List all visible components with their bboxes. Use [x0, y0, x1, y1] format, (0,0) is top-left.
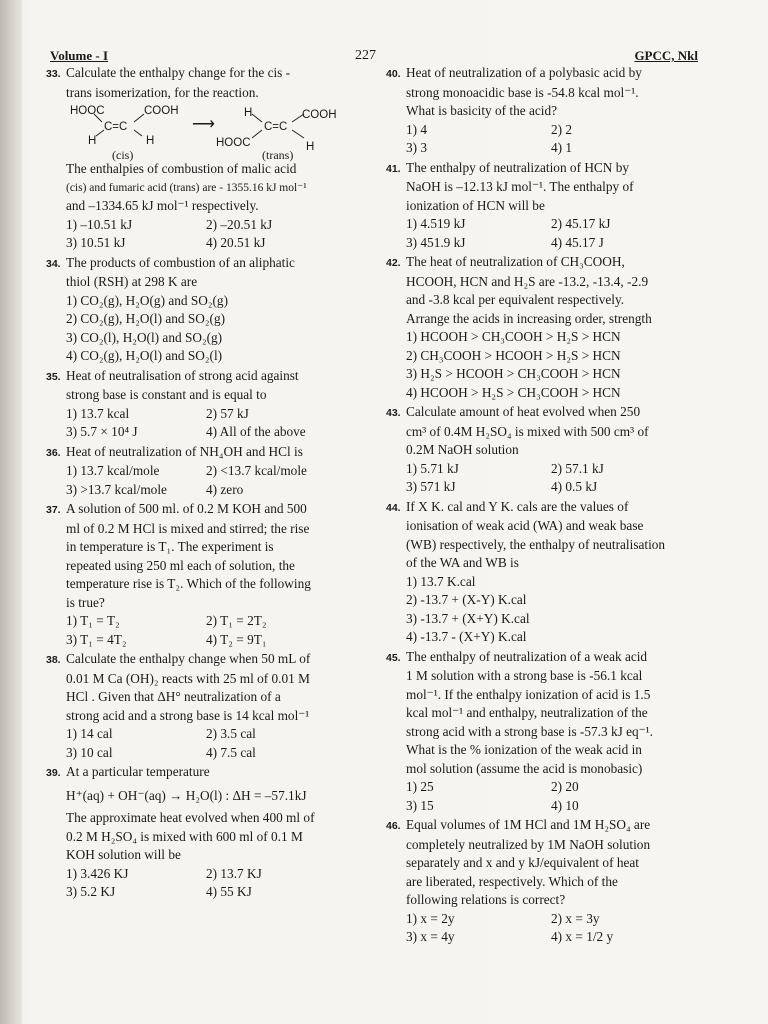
- hydrogen: H: [146, 135, 155, 147]
- question-number: 33.: [46, 68, 61, 80]
- question-44: [386, 498, 696, 647]
- double-bond: C=C: [104, 121, 128, 133]
- options: [386, 215, 696, 252]
- question-text: of the WA and WB is: [406, 555, 519, 570]
- question-text: is true?: [66, 594, 105, 610]
- option: 1) 3.426 KJ: [66, 865, 129, 881]
- question-text: Equal volumes of 1M HCl and 1M H₂SO₄ are: [406, 817, 651, 832]
- question-text: completely neutralized by 1M NaOH solution: [406, 836, 651, 852]
- question-36: [46, 443, 346, 500]
- page-number: 227: [355, 48, 376, 63]
- option: 2) –20.51 kJ: [206, 216, 273, 232]
- option: 1) 25: [406, 779, 434, 794]
- question-38: [46, 650, 346, 762]
- option: 1) CO₂(g), H₂O(g) and SO₂(g): [66, 292, 228, 308]
- question-text: Calculate the enthalpy change for the cis -: [66, 65, 291, 80]
- question-text: The heat of neutralization of CH₃COOH,: [406, 254, 625, 269]
- option: 3) -13.7 + (X+Y) K.cal: [406, 610, 530, 626]
- option: 4) HCOOH > H₂S > CH₃COOH > HCN: [406, 384, 621, 400]
- option: 1) 14 cal: [66, 726, 113, 741]
- question-text: strong acid with a strong base is -57.3 kJ eq⁻¹.: [406, 723, 653, 739]
- hydrogen: H: [306, 141, 315, 153]
- question-text: ionization of HCN will be: [406, 197, 545, 213]
- options: [46, 612, 346, 649]
- question-number: 37.: [46, 504, 61, 516]
- question-text: At a particular temperature: [66, 764, 210, 779]
- option: 4) 20.51 kJ: [206, 235, 266, 250]
- question-number: 44.: [386, 501, 401, 514]
- question-37: [46, 500, 346, 649]
- question-number: 46.: [386, 820, 401, 832]
- question-number: 38.: [46, 654, 61, 666]
- options: [46, 865, 346, 902]
- question-number: 34.: [46, 257, 61, 270]
- question-39: [46, 763, 346, 902]
- question-text: strong base is constant and is equal to: [66, 387, 267, 402]
- question-text: temperature rise is T₂. Which of the following: [66, 576, 311, 591]
- question-text: mol solution (assume the acid is monobasic): [406, 760, 643, 776]
- option: 3) 3: [406, 140, 428, 155]
- question-text: 0.01 M Ca (OH)₂ reacts with 25 ml of 0.01 M: [66, 670, 310, 686]
- hydrogen: H: [88, 135, 97, 147]
- option: 3) 15: [406, 797, 434, 813]
- question-text: ionisation of weak acid (WA) and weak base: [406, 518, 644, 533]
- options: [386, 121, 696, 158]
- question-34: [46, 254, 346, 366]
- options: [46, 462, 346, 499]
- question-number: 36.: [46, 446, 61, 459]
- option: 4) -13.7 - (X+Y) K.cal: [406, 629, 527, 644]
- option: 1) T₁ = T₂: [66, 613, 120, 628]
- question-text: 0.2 M H₂SO₄ is mixed with 600 ml of 0.1 M: [66, 828, 303, 844]
- option: 2) -13.7 + (X-Y) K.cal: [406, 592, 527, 607]
- question-46: [386, 816, 696, 947]
- option: 3) T₁ = 4T₂: [66, 631, 127, 647]
- question-text: 0.2M NaOH solution: [406, 442, 519, 457]
- question-number: 39.: [46, 767, 61, 779]
- cooh-group: COOH: [302, 109, 337, 121]
- question-text: Heat of neutralization of NH₄OH and HCl is: [66, 443, 303, 459]
- question-text: 1 M solution with a strong base is -56.1 kcal: [406, 668, 643, 683]
- option: 3) 451.9 kJ: [406, 234, 466, 250]
- question-text: Arrange the acids in increasing order, strength: [406, 310, 652, 326]
- option: 4) T₂ = 9T₁: [206, 631, 267, 647]
- question-text: following relations is correct?: [406, 892, 566, 907]
- option: 1) x = 2y: [406, 910, 455, 926]
- question-text: Heat of neutralisation of strong acid against: [66, 367, 299, 383]
- question-33: [46, 64, 346, 253]
- question-text: Calculate amount of heat evolved when 250: [406, 404, 641, 419]
- double-bond: C=C: [264, 121, 288, 133]
- options: [46, 216, 346, 253]
- option: 4) CO₂(g), H₂O(l) and SO₂(l): [66, 348, 223, 363]
- option: 4) 10: [551, 797, 579, 813]
- option: 4) All of the above: [206, 424, 306, 439]
- question-text: (cis) and fumaric acid (trans) are - 1355.16 kJ mol⁻¹: [66, 181, 307, 194]
- question-text: (WB) respectively, the enthalpy of neutralisation: [406, 536, 666, 552]
- question-number: 41.: [386, 162, 401, 175]
- question-text: The enthalpy of neutralization of HCN by: [406, 159, 630, 175]
- header-volume: Volume - I: [50, 48, 109, 63]
- question-text: KOH solution will be: [66, 847, 181, 862]
- options: [46, 725, 346, 762]
- question-text: separately and x and y kJ/equivalent of heat: [406, 855, 639, 870]
- option: 2) 45.17 kJ: [551, 216, 611, 231]
- option: 1) –10.51 kJ: [66, 216, 133, 232]
- option: 2) 13.7 KJ: [206, 865, 262, 881]
- question-text: kcal mol⁻¹ and enthalpy, neutralization of the: [406, 705, 648, 720]
- question-43: [386, 403, 696, 497]
- question-text: Calculate the enthalpy change when 50 mL of: [66, 651, 311, 666]
- option: 4) 45.17 J: [551, 234, 604, 250]
- question-45: [386, 648, 696, 816]
- isomerization-structure: [66, 102, 346, 160]
- question-text: are liberated, respectively. Which of the: [406, 873, 618, 889]
- option: 2) 20: [551, 779, 579, 794]
- option: 1) 13.7 kcal: [66, 405, 130, 421]
- question-text: A solution of 500 ml. of 0.2 M KOH and 500: [66, 501, 307, 516]
- question-text: The enthalpy of neutralization of a weak acid: [406, 648, 648, 664]
- question-number: 40.: [386, 68, 401, 80]
- question-text: If X K. cal and Y K. cals are the values of: [406, 498, 629, 514]
- question-text: strong acid and a strong base is 14 kcal mol⁻¹: [66, 707, 310, 723]
- option: 2) x = 3y: [551, 910, 600, 926]
- header-publisher: GPCC, Nkl: [634, 48, 698, 63]
- option: 3) >13.7 kcal/mole: [66, 481, 167, 497]
- option: 1) 13.7 K.cal: [406, 573, 476, 589]
- question-text: Heat of neutralization of a polybasic acid by: [406, 65, 642, 80]
- option: 4) 0.5 kJ: [551, 479, 598, 494]
- option: 2) <13.7 kcal/mole: [206, 463, 307, 478]
- question-text: and -3.8 kcal per equivalent respectively.: [406, 292, 625, 307]
- option: 2) 3.5 cal: [206, 726, 256, 741]
- question-text: The enthalpies of combustion of malic acid: [66, 161, 297, 176]
- option: 1) HCOOH > CH₃COOH > H₂S > HCN: [406, 329, 621, 344]
- options: [386, 778, 696, 815]
- left-column: [46, 64, 346, 903]
- option: 3) 10 cal: [66, 744, 113, 760]
- question-text: and –1334.65 kJ mol⁻¹ respectively.: [66, 198, 259, 213]
- question-text: repeated using 250 ml each of solution, the: [66, 557, 295, 573]
- option: 2) 57.1 kJ: [551, 460, 604, 476]
- question-35: [46, 367, 346, 442]
- question-text: mol⁻¹. If the enthalpy ionization of acid is 1.5: [406, 686, 651, 702]
- option: 2) CO₂(g), H₂O(l) and SO₂(g): [66, 311, 226, 326]
- option: 2) CH₃COOH > HCOOH > H₂S > HCN: [406, 347, 621, 363]
- question-number: 45.: [386, 651, 401, 664]
- question-text: HCOOH, HCN and H₂S are -13.2, -13.4, -2.9: [406, 273, 649, 289]
- options: [386, 460, 696, 497]
- hooc-group: HOOC: [70, 105, 105, 117]
- option: 3) x = 4y: [406, 929, 455, 944]
- option: 3) CO₂(l), H₂O(l) and SO₂(g): [66, 329, 223, 345]
- question-number: 42.: [386, 257, 401, 269]
- question-text: in temperature is T₁. The experiment is: [66, 539, 274, 554]
- question-text: The products of combustion of an aliphatic: [66, 254, 295, 270]
- question-41: [386, 159, 696, 253]
- question-text: cm³ of 0.4M H₂SO₄ is mixed with 500 cm³ of: [406, 423, 649, 439]
- option: 1) 4.519 kJ: [406, 216, 466, 231]
- option: 3) 571 kJ: [406, 479, 456, 494]
- question-text: What is basicity of the acid?: [406, 103, 558, 118]
- cis-label: (cis): [112, 148, 134, 162]
- question-number: 35.: [46, 370, 61, 383]
- option: 3) H₂S > HCOOH > CH₃COOH > HCN: [406, 366, 621, 381]
- option: 1) 13.7 kcal/mole: [66, 463, 160, 478]
- question-text: The approximate heat evolved when 400 ml of: [66, 810, 315, 825]
- options: [386, 910, 696, 947]
- options: [46, 405, 346, 442]
- page-binding-shadow: [0, 0, 22, 1024]
- trans-label: (trans): [262, 148, 294, 162]
- option: 1) 4: [406, 121, 428, 137]
- option: 3) 5.2 KJ: [66, 884, 116, 899]
- question-text: thiol (RSH) at 298 K are: [66, 274, 198, 289]
- reaction-equation: H⁺(aq) + OH⁻(aq) → H₂O(l) : ΔH = –57.1kJ: [66, 787, 307, 803]
- option: 4) 7.5 cal: [206, 744, 256, 760]
- option: 2) 57 kJ: [206, 405, 249, 421]
- hydrogen: H: [244, 107, 253, 119]
- question-40: [386, 64, 696, 158]
- question-42: [386, 253, 696, 402]
- option: 4) 1: [551, 140, 573, 155]
- question-text: HCl . Given that ΔH° neutralization of a: [66, 689, 281, 704]
- option: 3) 5.7 × 10⁴ J: [66, 424, 138, 439]
- option: 4) x = 1/2 y: [551, 929, 614, 944]
- option: 3) 10.51 kJ: [66, 235, 126, 250]
- reaction-arrow-icon: ⟶: [192, 116, 215, 133]
- option: 2) 2: [551, 121, 573, 137]
- right-column: [386, 64, 696, 948]
- option: 1) 5.71 kJ: [406, 460, 459, 476]
- option: 4) 55 KJ: [206, 884, 252, 899]
- question-text: What is the % ionization of the weak acid in: [406, 742, 642, 757]
- question-text: ml of 0.2 M HCl is mixed and stirred; the rise: [66, 520, 310, 536]
- question-text: NaOH is –12.13 kJ mol⁻¹. The enthalpy of: [406, 179, 634, 194]
- question-text: strong monoacidic base is -54.8 kcal mol⁻¹.: [406, 84, 639, 100]
- question-text: trans isomerization, for the reaction.: [66, 84, 259, 100]
- cooh-group: COOH: [144, 105, 179, 117]
- option: 4) zero: [206, 481, 244, 497]
- question-number: 43.: [386, 407, 401, 419]
- hooc-group: HOOC: [216, 137, 251, 149]
- option: 2) T₁ = 2T₂: [206, 613, 267, 628]
